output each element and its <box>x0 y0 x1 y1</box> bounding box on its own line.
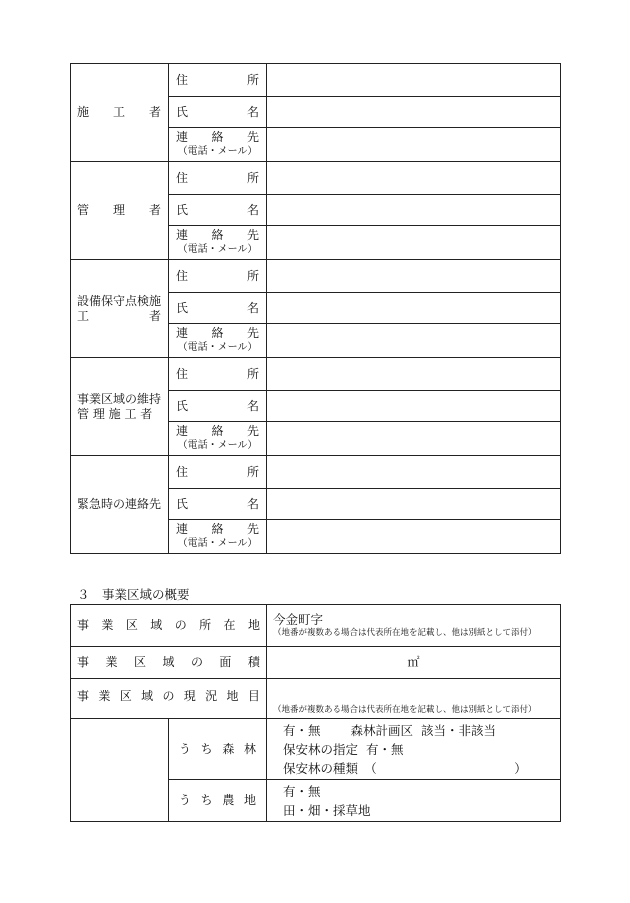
field-label-address <box>169 162 267 195</box>
label-char: 域 <box>141 689 154 703</box>
field-char: 先 <box>246 228 259 243</box>
role-name-line1: 施 工 者 <box>77 105 162 119</box>
farm-cell[interactable] <box>267 780 561 822</box>
label-char: 区 <box>133 655 146 669</box>
forest-line-1: 有・無 森林計画区 該当・非該当 <box>283 722 497 738</box>
field-label-address <box>169 456 267 489</box>
label-char: 森 <box>222 741 235 756</box>
label-char: ち <box>200 793 213 807</box>
field-value-contact[interactable] <box>267 520 561 554</box>
field-label-contact <box>169 128 267 162</box>
label-char: 事 <box>77 618 90 632</box>
field-char: 連 <box>176 228 189 243</box>
field-label-name <box>169 489 267 520</box>
label-char: 地 <box>226 689 239 703</box>
field-value-contact[interactable] <box>267 226 561 260</box>
field-char: 連 <box>176 130 189 145</box>
label-char: 業 <box>98 689 111 703</box>
field-label-address <box>169 260 267 293</box>
field-char: 絡 <box>211 522 224 537</box>
field-label-contact-sub: （電話・メール） <box>177 244 258 256</box>
farm-line-1: 有・無 <box>283 783 321 799</box>
field-char: 住 <box>176 268 189 283</box>
field-label-address <box>169 358 267 391</box>
field-char: 住 <box>176 72 189 87</box>
field-char: 先 <box>246 424 259 439</box>
field-char: 住 <box>176 170 189 185</box>
field-value-address[interactable] <box>267 456 561 489</box>
field-char: 氏 <box>176 496 189 511</box>
field-char: 所 <box>246 268 259 283</box>
field-value-contact[interactable] <box>267 128 561 162</box>
landuse-label <box>71 679 267 719</box>
label-char: 域 <box>150 618 163 632</box>
field-char: 絡 <box>211 228 224 243</box>
label-char: 地 <box>247 618 260 632</box>
field-char: 氏 <box>176 300 189 315</box>
field-value-address[interactable] <box>267 260 561 293</box>
field-char: 所 <box>246 170 259 185</box>
label-char: 区 <box>119 689 132 703</box>
role-name-line1: 事業区域の維持 <box>77 391 162 406</box>
role-name-line1: 管 理 者 <box>77 203 162 217</box>
field-char: 住 <box>176 464 189 479</box>
label-char: 業 <box>101 618 114 632</box>
forest-cell[interactable] <box>267 719 561 780</box>
field-char: 名 <box>246 398 259 413</box>
role-name-line1: 設備保守点検施 <box>77 293 162 308</box>
label-char: 現 <box>183 689 196 703</box>
role-label <box>71 64 169 162</box>
field-char: 所 <box>246 72 259 87</box>
field-label-name <box>169 195 267 226</box>
field-char: 連 <box>176 326 189 341</box>
contact-table <box>70 63 561 554</box>
field-char: 名 <box>246 202 259 217</box>
field-label-contact-sub: （電話・メール） <box>177 538 258 550</box>
label-char: の <box>190 655 203 669</box>
field-char: 所 <box>246 366 259 381</box>
field-char: 先 <box>246 326 259 341</box>
field-label-address <box>169 64 267 97</box>
field-label-contact-sub: （電話・メール） <box>177 440 258 452</box>
field-char: 所 <box>246 464 259 479</box>
field-char: 氏 <box>176 202 189 217</box>
role-name-line1: 緊急時の連絡先 <box>77 497 162 511</box>
landuse-note: （地番が複数ある場合は代表所在地を記載し、他は別紙として添付） <box>273 705 537 716</box>
label-char: 区 <box>125 618 138 632</box>
field-char: 絡 <box>211 424 224 439</box>
field-char: 絡 <box>211 326 224 341</box>
farm-line-2: 田・畑・採草地 <box>283 802 371 818</box>
field-value-contact[interactable] <box>267 324 561 358</box>
label-char: 所 <box>199 618 212 632</box>
field-label-contact <box>169 520 267 554</box>
label-char: 面 <box>219 655 232 669</box>
label-char: ち <box>200 741 213 756</box>
field-label-name <box>169 97 267 128</box>
area-unit: ㎡ <box>407 655 420 669</box>
role-label <box>71 456 169 554</box>
field-char: 名 <box>246 104 259 119</box>
field-value-name[interactable] <box>267 195 561 226</box>
field-char: 先 <box>246 522 259 537</box>
forest-line-3: 保安林の種類 （ ） <box>283 760 527 776</box>
forest-line-2: 保安林の指定 有・無 <box>283 741 404 757</box>
area-cell[interactable] <box>267 647 561 679</box>
label-char: 農 <box>222 793 235 807</box>
landuse-blank <box>71 719 169 822</box>
location-note: （地番が複数ある場合は代表所在地を記載し、他は別紙として添付） <box>273 628 537 638</box>
label-char: 積 <box>247 655 260 669</box>
label-char: 目 <box>247 689 260 703</box>
landuse-cell[interactable] <box>267 679 561 719</box>
field-char: 住 <box>176 366 189 381</box>
area-label <box>71 647 267 679</box>
label-char: 在 <box>223 618 236 632</box>
label-char: 事 <box>77 689 90 703</box>
role-label <box>71 162 169 260</box>
field-label-contact <box>169 422 267 456</box>
field-value-address[interactable] <box>267 64 561 97</box>
overview-table <box>70 604 561 822</box>
field-char: 連 <box>176 522 189 537</box>
section-3-title: ３ 事業区域の概要 <box>77 587 190 602</box>
field-label-contact-sub: （電話・メール） <box>177 342 258 354</box>
field-value-name[interactable] <box>267 293 561 324</box>
field-value-address[interactable] <box>267 162 561 195</box>
label-char: 地 <box>243 793 256 807</box>
forest-label <box>169 719 267 780</box>
field-label-contact <box>169 226 267 260</box>
field-char: 氏 <box>176 104 189 119</box>
field-value-name[interactable] <box>267 489 561 520</box>
field-label-name <box>169 293 267 324</box>
field-char: 名 <box>246 300 259 315</box>
role-name-line2: 管 理 施 工 者 <box>77 406 153 421</box>
field-label-name <box>169 391 267 422</box>
field-char: 先 <box>246 130 259 145</box>
field-value-name[interactable] <box>267 97 561 128</box>
field-value-name[interactable] <box>267 391 561 422</box>
role-label <box>71 358 169 456</box>
field-value-contact[interactable] <box>267 422 561 456</box>
label-char: の <box>162 689 175 703</box>
farm-label <box>169 780 267 822</box>
label-char: 況 <box>205 689 218 703</box>
role-name-line2: 工 者 <box>77 308 162 323</box>
location-label <box>71 605 267 647</box>
location-value: 今金町字 <box>273 612 324 628</box>
field-label-contact-sub: （電話・メール） <box>177 146 258 158</box>
label-char: 域 <box>162 655 175 669</box>
label-char: 業 <box>105 655 118 669</box>
field-char: 絡 <box>211 130 224 145</box>
label-char: 林 <box>243 741 256 756</box>
location-cell[interactable] <box>267 605 561 647</box>
label-char: の <box>174 618 187 632</box>
field-char: 連 <box>176 424 189 439</box>
label-char: う <box>179 741 192 756</box>
field-value-address[interactable] <box>267 358 561 391</box>
label-char: 事 <box>77 655 90 669</box>
field-label-contact <box>169 324 267 358</box>
role-label <box>71 260 169 358</box>
field-char: 氏 <box>176 398 189 413</box>
field-char: 名 <box>246 496 259 511</box>
label-char: う <box>179 793 192 807</box>
